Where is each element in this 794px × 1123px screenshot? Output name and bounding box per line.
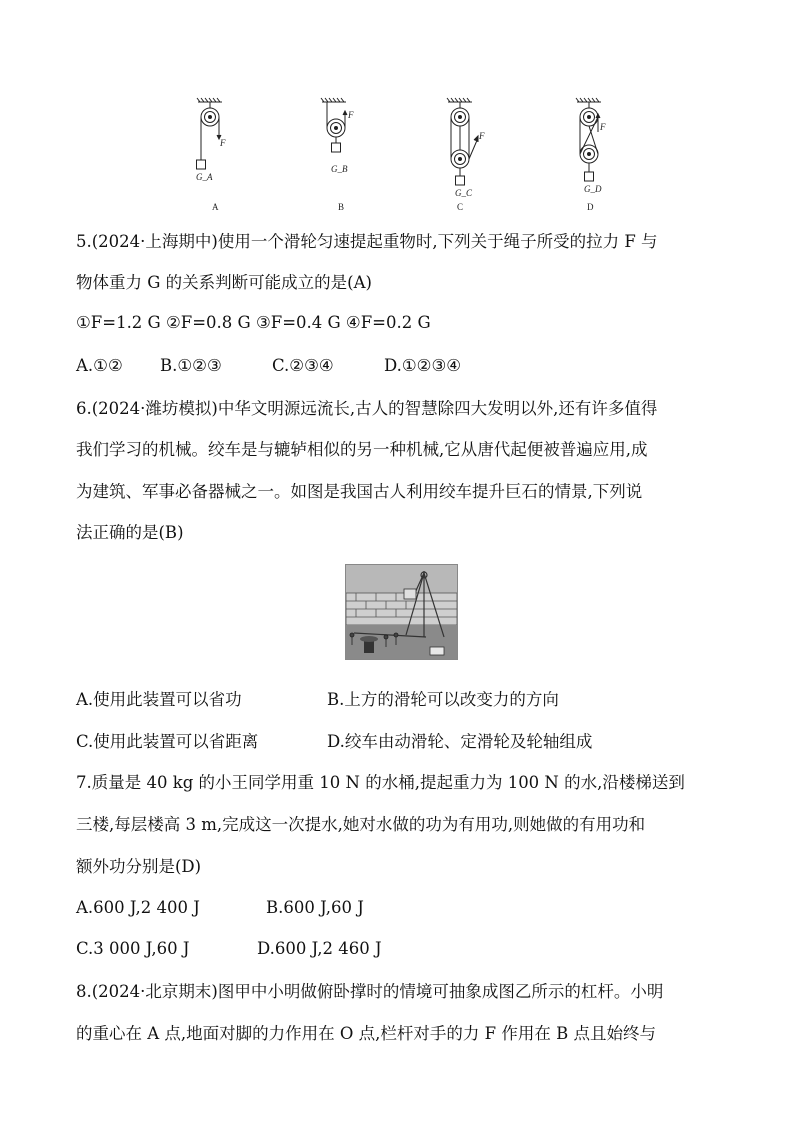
q5-option-c: C.②③④ [272, 356, 334, 375]
q7-line-2: 三楼,每层楼高 3 m,完成这一次提水,她对水做的功为有用功,则她做的有用功和 [76, 815, 646, 834]
pulley-figure-b [321, 98, 347, 152]
q8-line-1: 8.(2024·北京期末)图甲中小明做俯卧撑时的情境可抽象成图乙所示的杠杆。小明 [76, 982, 664, 1001]
force-label-a: F [220, 138, 226, 148]
q5-line-3: ①F=1.2 G ②F=0.8 G ③F=0.4 G ④F=0.2 G [76, 313, 431, 332]
q6-line-3: 为建筑、军事必备器械之一。如图是我国古人利用绞车提升巨石的情景,下列说 [76, 482, 643, 501]
q7-option-a: A.600 J,2 400 J [76, 898, 200, 917]
q6-line-1: 6.(2024·潍坊模拟)中华文明源远流长,古人的智慧除四大发明以外,还有许多值得 [76, 399, 658, 418]
force-label-b: F [348, 110, 354, 120]
q6-line-4: 法正确的是(B) [76, 523, 184, 542]
q6-line-2: 我们学习的机械。绞车是与辘轳相似的另一种机械,它从唐代起便被普遍应用,成 [76, 440, 648, 459]
weight-label-a: G_A [196, 172, 213, 182]
q6-option-c: C.使用此装置可以省距离 [76, 732, 259, 751]
force-label-c: F [479, 131, 485, 141]
q7-line-3: 额外功分别是(D) [76, 857, 202, 876]
q6-option-d: D.绞车由动滑轮、定滑轮及轮轴组成 [327, 732, 593, 751]
winch-illustration [345, 564, 458, 660]
q6-option-b: B.上方的滑轮可以改变力的方向 [327, 690, 559, 709]
pulley-figures [190, 96, 610, 216]
q7-line-1: 7.质量是 40 kg 的小王同学用重 10 N 的水桶,提起重力为 100 N 的水,沿楼梯送到 [76, 773, 685, 792]
q5-option-d: D.①②③④ [384, 356, 462, 375]
q5-line-2: 物体重力 G 的关系判断可能成立的是(A) [76, 273, 372, 292]
figure-label-a: A [212, 202, 219, 212]
q5-option-b: B.①②③ [160, 356, 222, 375]
q5-line-1: 5.(2024·上海期中)使用一个滑轮匀速提起重物时,下列关于绳子所受的拉力 F 与 [76, 232, 658, 251]
weight-label-d: G_D [584, 184, 602, 194]
weight-label-b: G_B [331, 164, 348, 174]
figure-label-d: D [587, 202, 594, 212]
q7-option-c: C.3 000 J,60 J [76, 939, 190, 958]
force-label-d: F [600, 122, 606, 132]
pulley-figure-d [576, 98, 601, 181]
pulley-figure-a [197, 98, 223, 169]
figure-label-b: B [338, 202, 345, 212]
q5-option-a: A.①② [76, 356, 123, 375]
figure-label-c: C [457, 202, 464, 212]
q6-option-a: A.使用此装置可以省功 [76, 690, 242, 709]
q8-line-2: 的重心在 A 点,地面对脚的力作用在 O 点,栏杆对手的力 F 作用在 B 点且始终与 [76, 1024, 656, 1043]
q7-option-b: B.600 J,60 J [266, 898, 364, 917]
q7-option-d: D.600 J,2 460 J [257, 939, 382, 958]
weight-label-c: G_C [455, 188, 473, 198]
pulley-figure-c [447, 98, 478, 185]
